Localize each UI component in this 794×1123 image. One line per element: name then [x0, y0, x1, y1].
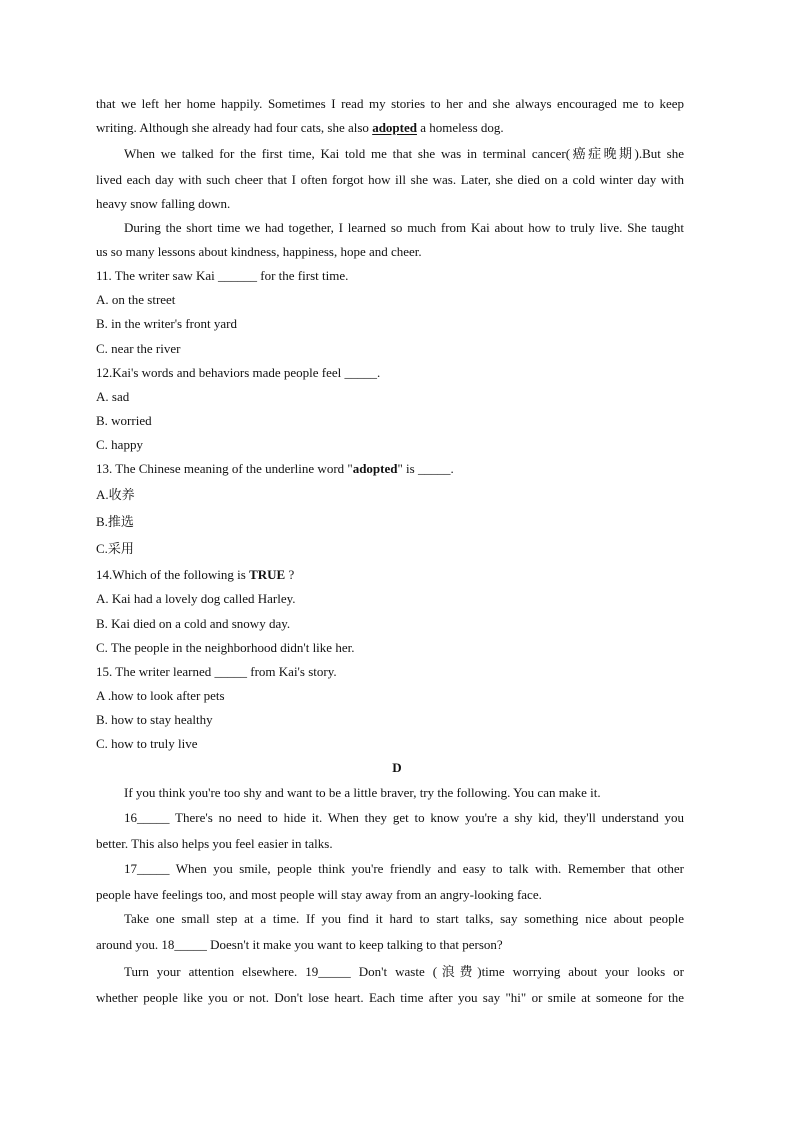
answer-option: C. The people in the neighborhood didn't like her. [96, 640, 355, 655]
passage-c-line: lived each day with such cheer that I often forgot how ill she was. Later, she died on a cold winter day with [96, 172, 684, 187]
passage-d-line: whether people like you or not. Don't lose heart. Each time after you say "hi" or smile at someone for the [96, 990, 684, 1005]
passage-c-line: us so many lessons about kindness, happiness, hope and cheer. [96, 244, 422, 259]
answer-option: B. Kai died on a cold and snowy day. [96, 616, 291, 631]
passage-d-line: better. This also helps you feel easier in talks. [96, 836, 333, 851]
answer-option: C. happy [96, 437, 143, 452]
passage-c-line: that we left her home happily. Sometimes I read my stories to her and she always encouraged me to keep [96, 96, 684, 111]
bold-word-true: TRUE [249, 567, 286, 582]
passage-d-line: 16_____ There's no need to hide it. When they get to know you're a shy kid, they'll understand you [124, 810, 684, 825]
question-stem: 13. The Chinese meaning of the underline word "adopted" is _____. [96, 461, 454, 476]
question-stem: 11. The writer saw Kai ______ for the first time. [96, 268, 349, 283]
question-stem: 12.Kai's words and behaviors made people feel _____. [96, 365, 381, 380]
answer-option: A. sad [96, 389, 130, 404]
passage-d-line: Take one small step at a time. If you find it hard to start talks, say something nice about people [124, 911, 684, 926]
question-stem: 14.Which of the following is TRUE ? [96, 567, 295, 582]
answer-option: A .how to look after pets [96, 688, 225, 703]
answer-option: B. worried [96, 413, 152, 428]
answer-option: C. near the river [96, 341, 181, 356]
passage-d-line: If you think you're too shy and want to be a little braver, try the following. You can make it. [124, 785, 601, 800]
answer-option: A. on the street [96, 292, 176, 307]
passage-d-line: 17_____ When you smile, people think you're friendly and easy to talk with. Remember that other [124, 861, 684, 876]
passage-c-line: writing. Although she already had four cats, she also adopted a homeless dog. [96, 120, 504, 135]
passage-d-line: around you. 18_____ Doesn't it make you want to keep talking to that person? [96, 937, 503, 952]
passage-d-line: Turn your attention elsewhere. 19_____ Don't waste (浪费)time worrying about your looks or [124, 964, 684, 979]
bold-word-adopted: adopted [352, 461, 398, 476]
answer-option: A. Kai had a lovely dog called Harley. [96, 591, 296, 606]
section-heading: D [392, 760, 402, 775]
underlined-word-adopted: adopted [372, 120, 417, 135]
answer-option: B.推选 [96, 514, 134, 529]
question-stem: 15. The writer learned _____ from Kai's story. [96, 664, 337, 679]
answer-option: C.采用 [96, 541, 134, 556]
passage-c-line: heavy snow falling down. [96, 196, 231, 211]
answer-option: A.收养 [96, 487, 135, 502]
answer-option: C. how to truly live [96, 736, 198, 751]
passage-c-line: During the short time we had together, I learned so much from Kai about how to truly live. She taught [124, 220, 684, 235]
passage-d-line: people have feelings too, and most people will stay away from an angry-looking face. [96, 887, 542, 902]
answer-option: B. how to stay healthy [96, 712, 213, 727]
answer-option: B. in the writer's front yard [96, 316, 237, 331]
passage-c-line: When we talked for the first time, Kai told me that she was in terminal cancer(癌症晚期).But she [124, 146, 684, 161]
